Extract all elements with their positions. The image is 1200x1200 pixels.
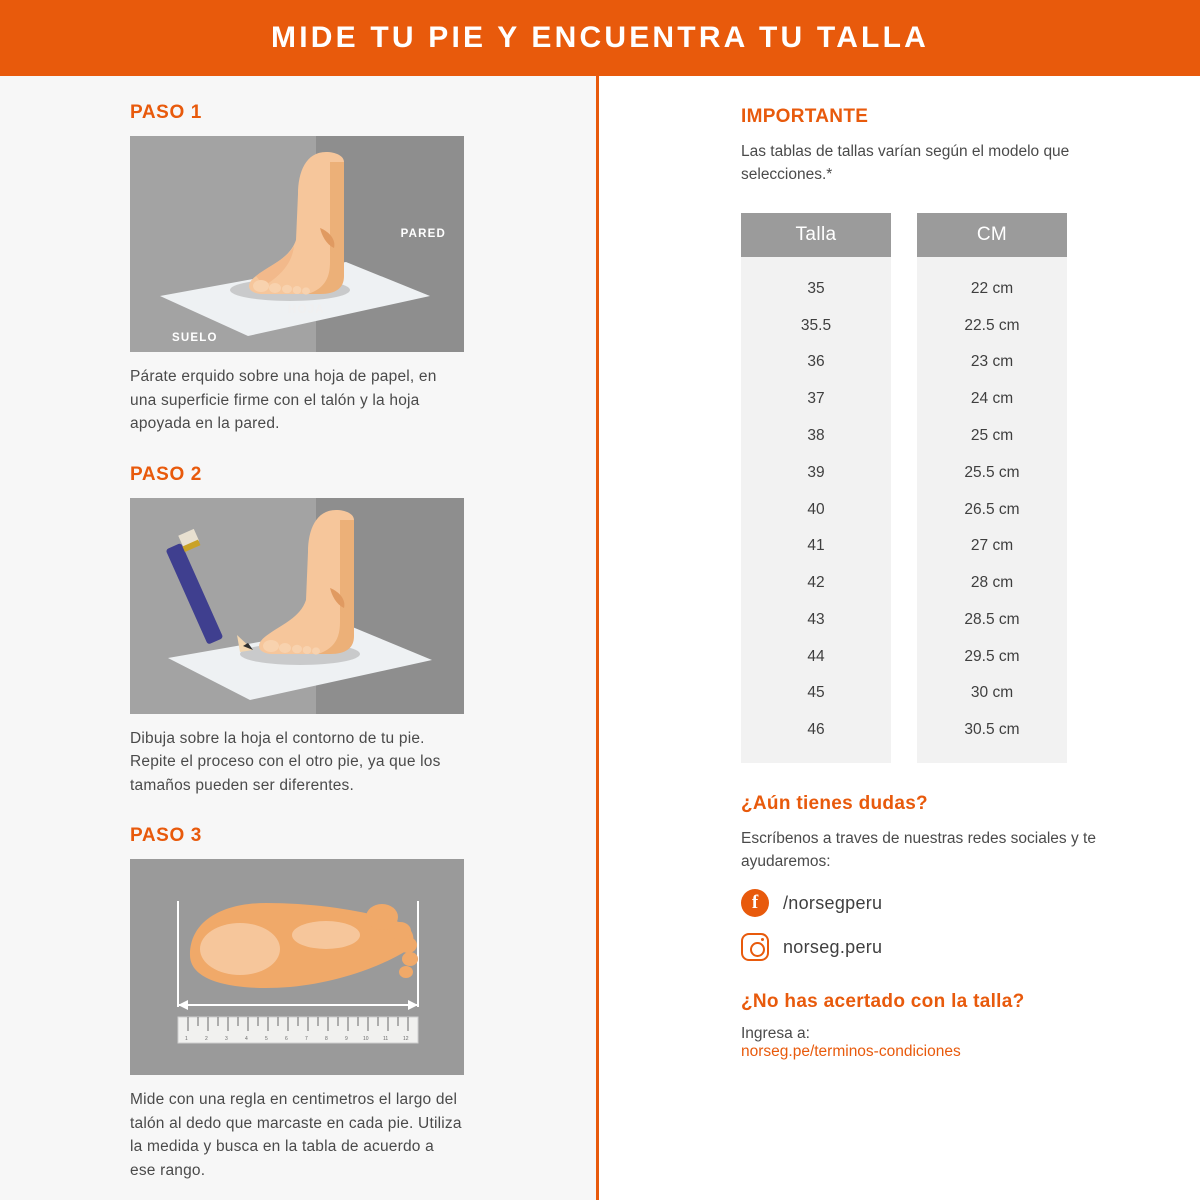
talla-column: [741, 213, 891, 763]
table-row: 22.5 cm: [964, 316, 1020, 334]
step-2-title: PASO 2: [130, 463, 202, 485]
table-row: 30 cm: [970, 684, 1014, 702]
svg-text:7: 7: [305, 1036, 308, 1043]
table-row: 38: [807, 427, 825, 445]
table-row: 24 cm: [970, 390, 1014, 408]
facebook-icon: f: [741, 889, 769, 917]
important-text: Las tablas de tallas varían según el modelo que selecciones.*: [741, 143, 1070, 184]
table-row: 45: [807, 684, 825, 702]
table-row: 43: [807, 610, 825, 628]
foot-with-ruler-graphic: [130, 859, 464, 1075]
table-row: 42: [807, 574, 825, 592]
wrong-size-section: [741, 991, 1200, 1061]
instagram-handle: norseg.peru: [783, 936, 883, 957]
step-3-text: Mide con una regla en centimetros el largo del talón al dedo que marcaste en cada pie. Utiliza la medida y busca en la tabla de acuerdo a ese rango.: [130, 1091, 462, 1179]
table-row: 44: [807, 647, 825, 665]
info-column: [599, 76, 1200, 1200]
page-title: MIDE TU PIE Y ENCUENTRA TU TALLA: [271, 21, 929, 54]
wrong-size-title: ¿No has acertado con la talla?: [741, 991, 1025, 1013]
svg-text:8: 8: [325, 1036, 328, 1043]
wrong-size-text: Ingresa a:: [741, 1025, 810, 1043]
step-2-text: Dibuja sobre la hoja el contorno de tu pie. Repite el proceso con el otro pie, ya que los tamaños pueden ser diferentes.: [130, 729, 441, 794]
svg-text:11: 11: [383, 1036, 389, 1043]
table-row: 40: [807, 500, 825, 518]
step-2: [0, 464, 596, 798]
step-1-text: Párate erquido sobre una hoja de papel, en una superficie firme con el talón y la hoja apoyada en la pared.: [130, 368, 437, 433]
cm-column: [917, 213, 1067, 763]
label-pared: PARED: [400, 228, 446, 240]
svg-text:3: 3: [225, 1036, 228, 1043]
table-row: 25 cm: [970, 427, 1014, 445]
foot-against-wall-graphic: [130, 136, 464, 352]
step-1: [0, 102, 596, 436]
table-row: 28 cm: [970, 574, 1014, 592]
table-row: 29.5 cm: [964, 647, 1020, 665]
step-1-title: PASO 1: [130, 102, 202, 123]
page-header: [0, 0, 1200, 76]
label-hoja: HOJA: [288, 304, 325, 316]
table-row: 23 cm: [970, 353, 1014, 371]
terms-link[interactable]: norseg.pe/terminos-condiciones: [741, 1043, 961, 1061]
size-table: [741, 213, 1200, 763]
instagram-link[interactable]: [741, 933, 1200, 961]
table-row: 28.5 cm: [964, 610, 1020, 628]
table-row: 35.5: [800, 316, 832, 334]
steps-column: [0, 76, 596, 1200]
table-row: 36: [807, 353, 825, 371]
facebook-handle: /norsegperu: [783, 892, 883, 913]
svg-text:9: 9: [345, 1036, 348, 1043]
table-row: 37: [807, 390, 825, 408]
cm-header: CM: [917, 213, 1067, 257]
svg-text:10: 10: [363, 1036, 369, 1043]
tracing-foot-graphic: [130, 498, 464, 714]
page-body: [0, 76, 1200, 1200]
table-row: 39: [807, 463, 825, 481]
step-1-illustration: [130, 136, 464, 352]
instagram-icon: [741, 933, 769, 961]
doubts-text: Escríbenos a traves de nuestras redes sociales y te ayudaremos:: [741, 829, 1096, 870]
step-2-illustration: [130, 498, 464, 714]
svg-text:2: 2: [205, 1036, 208, 1043]
table-row: 46: [807, 721, 825, 739]
svg-text:12: 12: [403, 1036, 409, 1043]
table-row: 35: [807, 279, 825, 297]
label-suelo: SUELO: [172, 332, 218, 344]
table-row: 25.5 cm: [964, 463, 1020, 481]
svg-text:4: 4: [245, 1036, 248, 1043]
talla-header: Talla: [741, 213, 891, 257]
facebook-link[interactable]: [741, 889, 1200, 917]
svg-text:1: 1: [185, 1036, 188, 1043]
table-row: 27 cm: [970, 537, 1014, 555]
table-row: 26.5 cm: [964, 500, 1020, 518]
table-row: 22 cm: [970, 279, 1014, 297]
svg-text:5: 5: [265, 1036, 268, 1043]
step-3-title: PASO 3: [130, 825, 202, 847]
important-title: IMPORTANTE: [741, 106, 869, 127]
doubts-section: [741, 793, 1200, 962]
table-row: 41: [807, 537, 825, 555]
table-row: 30.5 cm: [964, 721, 1020, 739]
step-3-illustration: [130, 859, 464, 1075]
step-3: [0, 825, 596, 1182]
doubts-title: ¿Aún tienes dudas?: [741, 792, 928, 814]
svg-text:6: 6: [285, 1036, 288, 1043]
